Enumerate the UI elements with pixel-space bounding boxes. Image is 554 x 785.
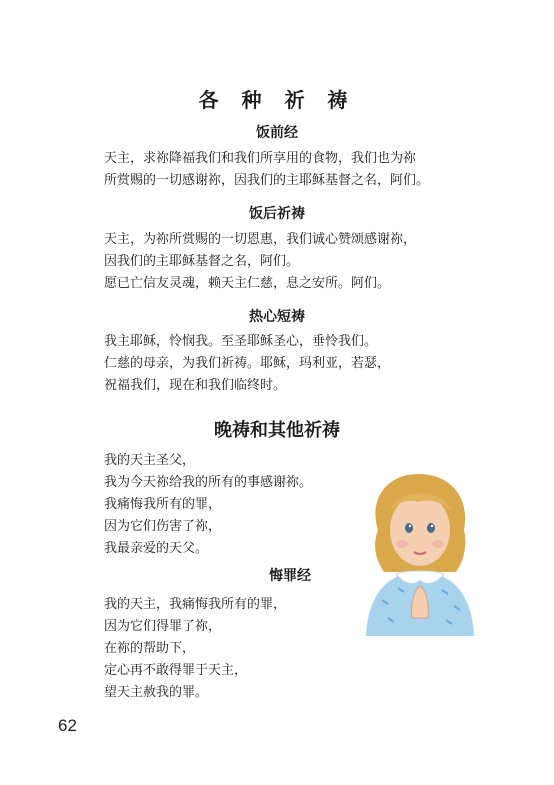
text-line: 在祢的帮助下， xyxy=(104,641,196,656)
left-eye xyxy=(405,523,413,533)
page-title: 各 种 祈 祷 xyxy=(198,88,356,112)
aspirations-heading: 热心短祷 xyxy=(249,309,305,325)
text-line: 天主，求祢降福我们和我们所享用的食物，我们也为祢 xyxy=(104,151,417,166)
right-eye xyxy=(427,523,435,533)
page-number: 62 xyxy=(58,716,77,735)
right-cheek xyxy=(432,540,444,548)
text-line: 天主，为祢所赏赐的一切恩惠，我们诚心赞颂感谢祢， xyxy=(104,232,417,247)
contrition-heading: 悔罪经 xyxy=(269,568,311,584)
text-line: 仁慈的母亲，为我们祈祷。耶稣，玛利亚，若瑟， xyxy=(104,356,391,371)
aspirations-text xyxy=(104,331,474,397)
left-cheek xyxy=(396,540,408,548)
grace-after-text xyxy=(104,229,474,295)
text-line: 因为它们伤害了祢， xyxy=(104,519,222,534)
text-line: 祝福我们，现在和我们临终时。 xyxy=(104,378,287,393)
grace-before-heading: 饭前经 xyxy=(256,125,298,141)
right-eye-glint xyxy=(431,525,433,527)
text-line: 我为今天祢给我的所有的事感谢祢。 xyxy=(104,475,313,490)
face-shape xyxy=(390,494,450,566)
grace-after-heading: 饭后祈祷 xyxy=(249,206,305,222)
text-line: 因我们的主耶稣基督之名，阿们。 xyxy=(104,254,300,269)
text-line: 我最亲爱的天父。 xyxy=(104,541,209,556)
text-line: 定心再不敢得罪于天主， xyxy=(104,663,248,678)
text-line: 我痛悔我所有的罪， xyxy=(104,497,222,512)
text-line: 因为它们得罪了祢， xyxy=(104,619,222,634)
text-line: 望天主赦我的罪。 xyxy=(104,685,209,700)
text-line: 我的天主圣父， xyxy=(104,453,196,468)
text-line: 我主耶稣，怜悯我。至圣耶稣圣心，垂怜我们。 xyxy=(104,334,378,349)
text-line: 我的天主，我痛悔我所有的罪， xyxy=(104,597,287,612)
text-line: 愿已亡信友灵魂，赖天主仁慈，息之安所。阿们。 xyxy=(104,276,391,291)
text-line: 所赏赐的一切感谢祢，因我们的主耶稣基督之名，阿们。 xyxy=(104,173,430,188)
left-eye-glint xyxy=(409,525,411,527)
evening-section-title: 晚祷和其他祈祷 xyxy=(214,420,340,441)
praying-child-illustration xyxy=(358,468,482,636)
grace-before-text xyxy=(104,148,474,192)
